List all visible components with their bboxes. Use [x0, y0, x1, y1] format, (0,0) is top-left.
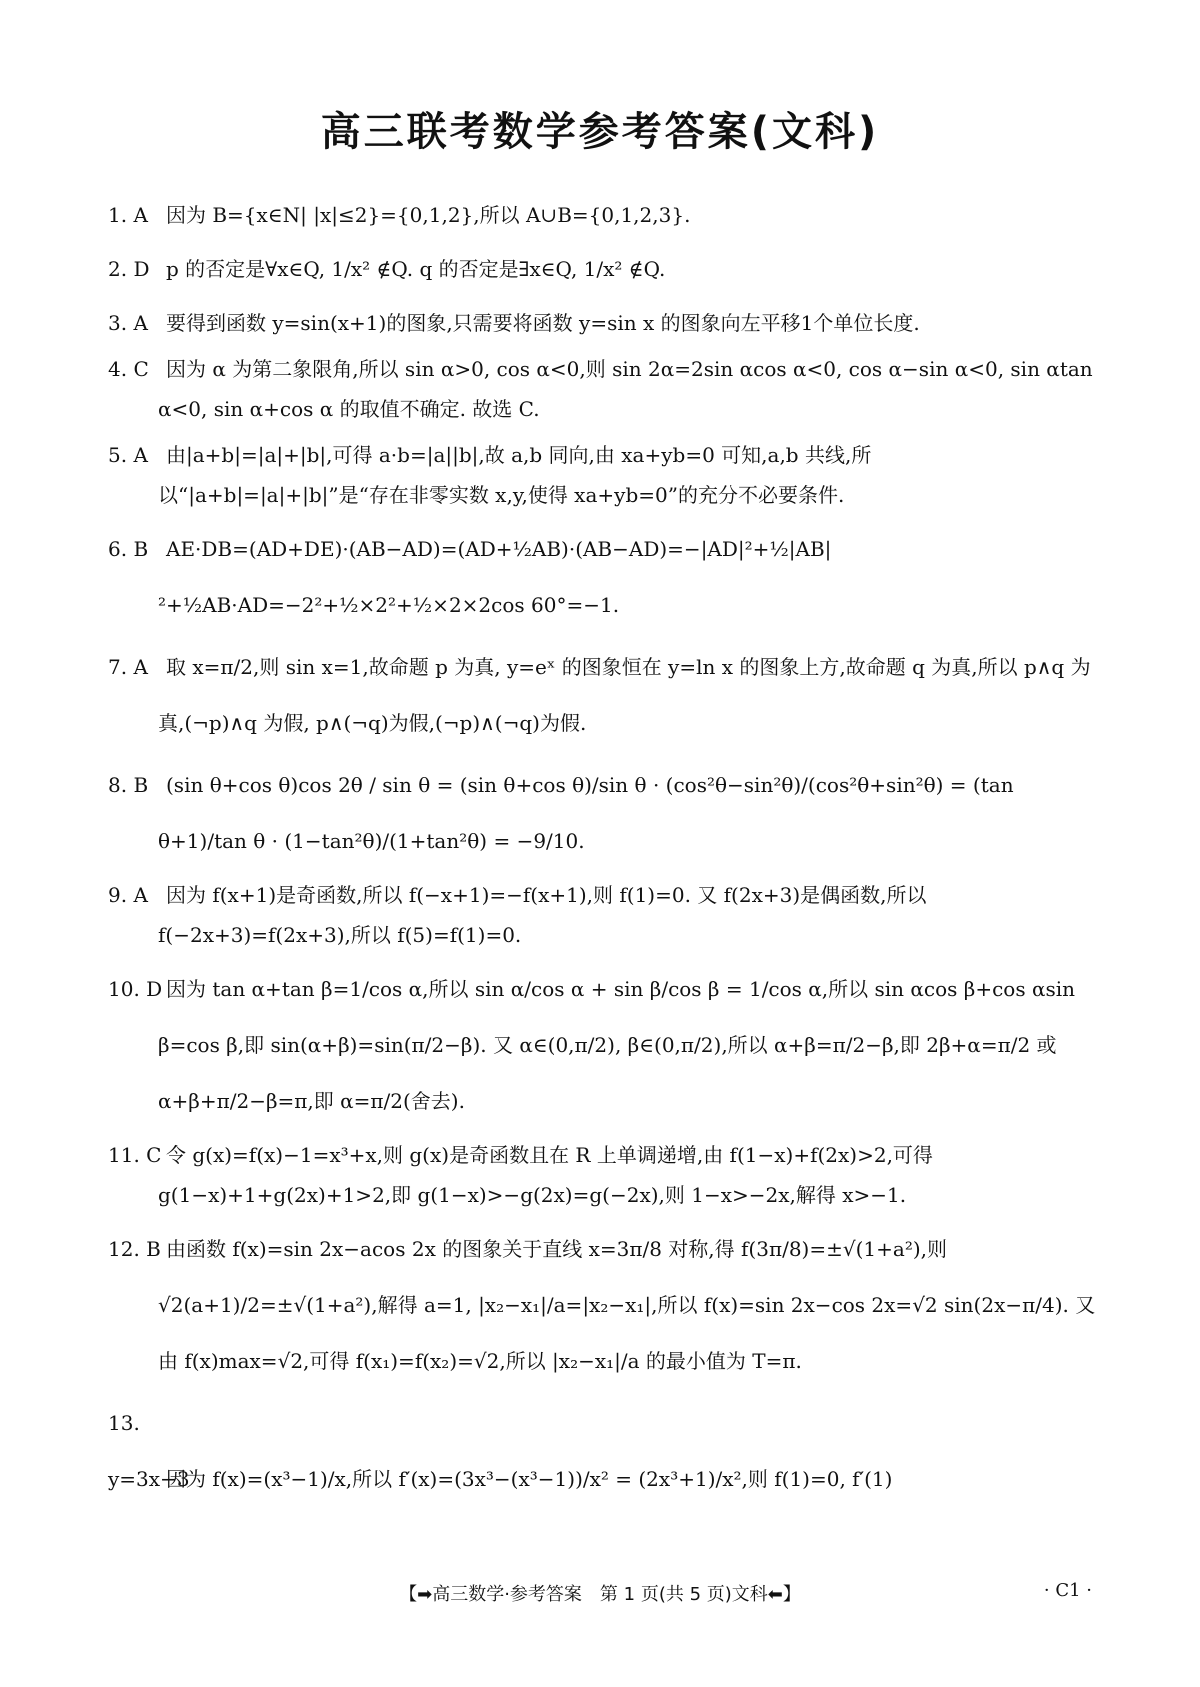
answer-number: 11. C — [108, 1143, 162, 1167]
answer-item-4 — [108, 349, 1098, 429]
answer-number: 8. B — [108, 773, 149, 797]
answer-item-7 — [108, 639, 1098, 751]
answer-number: 6. B — [108, 537, 149, 561]
answer-number: 5. A — [108, 443, 148, 467]
answer-item-1 — [108, 195, 1098, 235]
answer-item-9 — [108, 875, 1098, 955]
answer-text: 因为 f(x)=(x³−1)/x,所以 f′(x)=(3x³−(x³−1))/x² = (2x³+1)/x²,则 f(1)=0, f′(1) — [166, 1467, 893, 1491]
answer-text: 因为 tan α+tan β=1/cos α,所以 sin α/cos α + sin β/cos β = 1/cos α,所以 sin αcos β+cos αsin β=cos β,即 sin(α+β)=sin(π/2−β). 又 α∈(0,π/2), β∈(0,π/2),所以 α+β=π/2−β,即 2β+α=π/2 或 α+β+π/2−β=π,即 α=π/2(舍去). — [158, 977, 1076, 1113]
answer-item-13 — [108, 1395, 1098, 1507]
answer-text: 要得到函数 y=sin(x+1)的图象,只需要将函数 y=sin x 的图象向左平移1个单位长度. — [166, 311, 920, 335]
answer-number: 2. D — [108, 257, 150, 281]
answer-text: 取 x=π/2,则 sin x=1,故命题 p 为真, y=eˣ 的图象恒在 y=ln x 的图象上方,故命题 q 为真,所以 p∧q 为真,(¬p)∧q 为假, p∧(¬q)为假,(¬p)∧(¬q)为假. — [158, 655, 1091, 735]
answer-item-2 — [108, 241, 1098, 297]
answer-number: 7. A — [108, 655, 148, 679]
answer-item-10 — [108, 961, 1098, 1129]
answers-list — [108, 195, 1098, 1513]
page-footer: 【➡高三数学·参考答案 第 1 页(共 5 页)文科⬅】 — [399, 1584, 801, 1605]
answer-item-8 — [108, 757, 1098, 869]
answer-text: (sin θ+cos θ)cos 2θ / sin θ = (sin θ+cos θ)/sin θ · (cos²θ−sin²θ)/(cos²θ+sin²θ) = (tan θ+1)/tan θ · (1−tan²θ)/(1+tan²θ) = −9/10. — [158, 773, 1014, 853]
answer-text: p 的否定是∀x∈Q, 1/x² ∉Q. q 的否定是∃x∈Q, 1/x² ∉Q. — [166, 257, 666, 281]
answer-text: 因为 B={x∈N| |x|≤2}={0,1,2},所以 A∪B={0,1,2,3}. — [166, 203, 691, 227]
answer-item-3 — [108, 303, 1098, 343]
answer-item-12 — [108, 1221, 1098, 1389]
answer-number: 4. C — [108, 357, 149, 381]
answer-number: 9. A — [108, 883, 148, 907]
answer-number: 12. B — [108, 1237, 161, 1261]
answer-text: 因为 α 为第二象限角,所以 sin α>0, cos α<0,则 sin 2α=2sin αcos α<0, cos α−sin α<0, sin αtan α<0, sin α+cos α 的取值不确定. 故选 C. — [158, 357, 1093, 421]
answer-item-11 — [108, 1135, 1098, 1215]
answer-text: AE·DB=(AD+DE)·(AB−AD)=(AD+½AB)·(AB−AD)=−|AD|²+½|AB|²+½AB·AD=−2²+½×2²+½×2×2cos 60°=−1. — [158, 537, 832, 617]
answer-text: 因为 f(x+1)是奇函数,所以 f(−x+1)=−f(x+1),则 f(1)=0. 又 f(2x+3)是偶函数,所以 f(−2x+3)=f(2x+3),所以 f(5)=f(1)=0. — [158, 883, 927, 947]
page-code: · C1 · — [1043, 1580, 1092, 1601]
answer-number: 1. A — [108, 203, 148, 227]
answer-number: 13. y=3x−3 — [108, 1411, 190, 1491]
answer-item-6 — [108, 521, 1098, 633]
answer-item-5 — [108, 435, 1098, 515]
answer-number: 3. A — [108, 311, 148, 335]
answer-number: 10. D — [108, 977, 163, 1001]
answer-text: 由函数 f(x)=sin 2x−acos 2x 的图象关于直线 x=3π/8 对称,得 f(3π/8)=±√(1+a²),则 √2(a+1)/2=±√(1+a²),解得 a=1, |x₂−x₁|/a=|x₂−x₁|,所以 f(x)=sin 2x−cos 2x=√2 sin(2x−π/4). 又由 f(x)max=√2,可得 f(x₁)=f(x₂)=√2,所以 |x₂−x₁|/a 的最小值为 T=π. — [158, 1237, 1096, 1373]
answer-text: 令 g(x)=f(x)−1=x³+x,则 g(x)是奇函数且在 R 上单调递增,由 f(1−x)+f(2x)>2,可得 g(1−x)+1+g(2x)+1>2,即 g(1−x)>−g(2x)=g(−2x),则 1−x>−2x,解得 x>−1. — [158, 1143, 933, 1207]
page-title: 高三联考数学参考答案(文科) — [320, 109, 880, 155]
answer-text: 由|a+b|=|a|+|b|,可得 a·b=|a||b|,故 a,b 同向,由 xa+yb=0 可知,a,b 共线,所以“|a+b|=|a|+|b|”是“存在非零实数 x,y,使得 xa+yb=0”的充分不必要条件. — [158, 443, 872, 507]
